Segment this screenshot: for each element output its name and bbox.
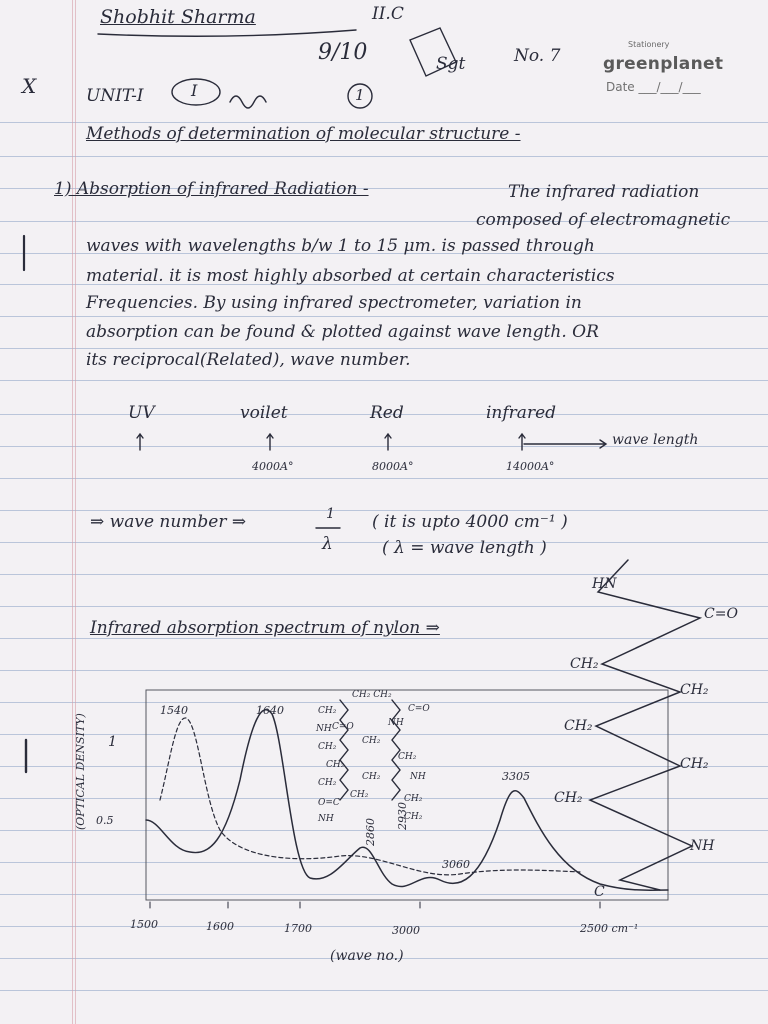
peak-label: 3060 — [442, 858, 470, 871]
peak-label: 2930 — [396, 802, 409, 830]
body-line: Frequencies. By using infrared spectrometer, variation in — [86, 293, 582, 313]
graph-title: Infrared absorption spectrum of nylon ⇒ — [90, 618, 440, 638]
chart-frame — [146, 690, 668, 900]
body-line: material. it is most highly absorbed at certain characteristics — [86, 266, 615, 286]
circle-mark — [172, 79, 220, 105]
scale-label-uv: UV — [128, 403, 155, 423]
page-number: No. 7 — [514, 46, 561, 66]
scale-label-violet: voilet — [240, 403, 288, 423]
x-tick-label: 3000 — [392, 924, 420, 937]
arrow-up — [385, 434, 391, 450]
brand-logo: greenplanet — [603, 54, 724, 74]
chain-label: CH₂ — [564, 718, 593, 734]
wave-number-prefix: ⇒ wave number ⇒ — [90, 512, 247, 532]
molecule-label: CH₂ — [318, 706, 337, 716]
x-tick-label: 1600 — [206, 920, 234, 933]
scale-value: 8000A° — [372, 460, 414, 473]
stamp-mark — [410, 28, 456, 76]
molecule-label: C=O — [332, 722, 354, 732]
peak-label: 2860 — [364, 818, 377, 846]
y-tick-label: 0.5 — [96, 814, 114, 827]
name-underline — [98, 30, 356, 36]
peak-label: 3305 — [502, 770, 530, 783]
class-label: II.C — [372, 4, 404, 24]
date-field: Date ___/___/___ — [606, 80, 701, 94]
molecule-label: CH₂ — [404, 812, 423, 822]
molecule-label: CH₂ — [318, 778, 337, 788]
x-tick-label: 2500 cm⁻¹ — [580, 922, 639, 935]
molecule-label: CH₂ — [350, 790, 369, 800]
chain-label: C — [594, 884, 605, 900]
signature: Sgt — [436, 54, 466, 74]
x-axis-ticks — [150, 902, 600, 908]
molecule-label: O=C — [318, 798, 340, 808]
grade-mark: 9/10 — [318, 40, 368, 65]
y-axis-label: (OPTICAL DENSITY) — [74, 713, 87, 830]
arrow-up — [519, 434, 525, 450]
scale-value: 4000A° — [252, 460, 294, 473]
arrow-up — [137, 434, 143, 450]
peak-label: 1540 — [160, 704, 188, 717]
body-line: composed of electromagnetic — [476, 210, 731, 230]
section-heading: 1) Absorption of infrared Radiation - — [54, 179, 369, 199]
x-tick-label: 1500 — [130, 918, 158, 931]
unit-label: UNIT-I — [86, 86, 144, 106]
molecule-zigzag — [392, 700, 400, 800]
molecule-label: NH — [316, 724, 332, 734]
unit-number-circled: I — [191, 81, 198, 100]
scale-axis-label: wave length — [612, 432, 699, 448]
molecule-label: C=O — [408, 704, 430, 714]
cross-mark: X — [22, 74, 37, 98]
scale-value: 14000A° — [506, 460, 555, 473]
y-tick-label: 1 — [108, 734, 117, 750]
molecule-label: CH₂ — [404, 794, 423, 804]
circled-one: 1 — [355, 86, 365, 104]
fraction-top: 1 — [326, 506, 335, 522]
chain-label: CH₂ — [680, 756, 709, 772]
molecule-zigzag — [340, 700, 348, 800]
molecule-label: CH₂ — [326, 760, 345, 770]
x-axis-label: (wave no.) — [330, 948, 404, 964]
chain-label: CH₂ — [554, 790, 583, 806]
molecule-label: CH₂ — [362, 772, 381, 782]
arrow-up — [267, 434, 273, 450]
chain-label: C=O — [704, 606, 738, 622]
body-line: its reciprocal(Related), wave number. — [86, 350, 411, 370]
scale-label-infrared: infrared — [486, 403, 557, 423]
body-line: The infrared radiation — [508, 182, 700, 202]
body-line: absorption can be found & plotted against wave length. OR — [86, 322, 599, 342]
molecule-label: CH₂ — [318, 742, 337, 752]
chain-label: HN — [592, 576, 617, 592]
molecule-label: NH — [388, 718, 404, 728]
molecule-label: CH₂ — [398, 752, 417, 762]
chain-label: CH₂ — [570, 656, 599, 672]
fraction-bottom: λ — [322, 534, 333, 554]
molecule-label: CH₂ CH₂ — [352, 690, 392, 700]
chain-label: CH₂ — [680, 682, 709, 698]
peak-label: 1640 — [256, 704, 284, 717]
molecule-label: CH₂ — [362, 736, 381, 746]
student-name: Shobhit Sharma — [100, 6, 256, 28]
scale-label-red: Red — [370, 403, 404, 423]
chain-label: NH — [690, 838, 715, 854]
squiggle-mark — [230, 96, 266, 108]
x-tick-label: 1700 — [284, 922, 312, 935]
body-line: waves with wavelengths b/w 1 to 15 μm. is passed through — [86, 236, 595, 256]
chain-zigzag — [590, 560, 700, 890]
page-title: Methods of determination of molecular structure - — [86, 124, 521, 144]
wave-number-note: ( it is upto 4000 cm⁻¹ ) — [372, 512, 568, 532]
brand-tagline: Stationery — [628, 40, 670, 49]
arrow-right — [524, 440, 606, 448]
molecule-label: NH — [318, 814, 334, 824]
wave-length-note: ( λ = wave length ) — [382, 538, 547, 558]
circle-mark — [348, 84, 372, 108]
molecule-label: NH — [410, 772, 426, 782]
